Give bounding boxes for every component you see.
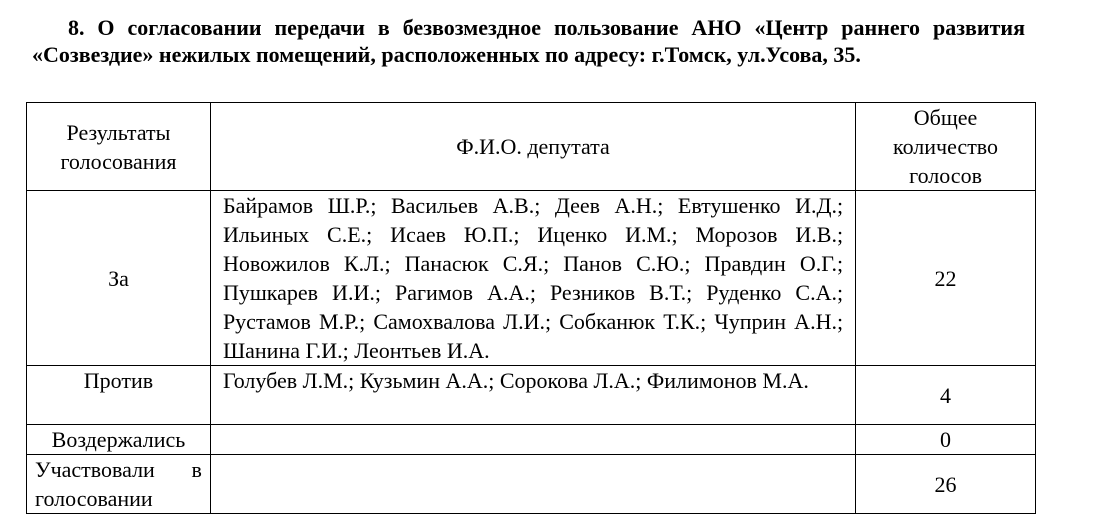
- count-against: 4: [856, 366, 1036, 425]
- table-row-participated: [27, 455, 1036, 514]
- count-participated: 26: [856, 455, 1036, 514]
- header-deputy-name: Ф.И.О. депутата: [210, 103, 855, 191]
- count-for: 22: [856, 191, 1036, 366]
- table-row-for: [27, 191, 1036, 366]
- count-abstained: 0: [856, 425, 1036, 455]
- table-row-against: [27, 366, 1036, 425]
- voting-results-table: [26, 102, 1036, 514]
- result-label-for: За: [27, 191, 211, 366]
- deputies-for: Байрамов Ш.Р.; Васильев А.В.; Деев А.Н.; Евтушенко И.Д.; Ильиных С.Е.; Исаев Ю.П.; Иценко И.М.; Морозов И.В.; Новожилов К.Л.; Панасюк С.Я.; Панов С.Ю.; Правдин О.Г.; Пушкарев И.И.; Рагимов А.А.; Резников В.Т.; Руденко С.А.; Рустамов М.Р.; Самохвалова Л.И.; Собканюк Т.К.; Чуприн А.Н.; Шанина Г.И.; Леонтьев И.А.: [210, 191, 855, 366]
- deputies-against: Голубев Л.М.; Кузьмин А.А.; Сорокова Л.А.; Филимонов М.А.: [210, 366, 855, 425]
- result-label-participated: Участвовали в голосовании: [27, 455, 211, 514]
- deputies-abstained: [210, 425, 855, 455]
- header-total-votes: Общее количество голосов: [856, 103, 1036, 191]
- table-header-row: [27, 103, 1036, 191]
- agenda-item-heading: 8. О согласовании передачи в безвозмездное пользование АНО «Центр раннего развития «Созвездие» нежилых помещений, расположенных по адресу: г.Томск, ул.Усова, 35.: [32, 15, 1025, 67]
- table-row-abstained: [27, 425, 1036, 455]
- result-label-abstained: Воздержались: [27, 425, 211, 455]
- deputies-participated: [210, 455, 855, 514]
- result-label-against: Против: [27, 366, 211, 425]
- header-voting-results: Результаты голосования: [27, 103, 211, 191]
